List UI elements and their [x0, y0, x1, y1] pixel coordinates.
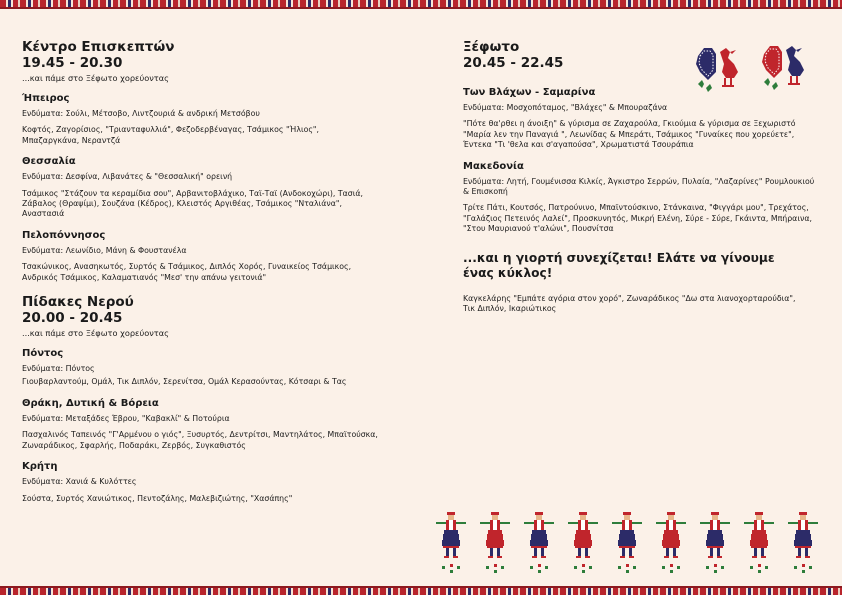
costumes-line: Ενδύματα: Λητή, Γουμένισσα Κιλκίς, Άγκιστρο Σερρών, Πυλαία, "Λαζαρίνες" Ρουμλουκιού	[463, 176, 815, 186]
dances-line: Μπαζαργκάνα, Νεραντζά	[22, 135, 121, 145]
venue-time-clearing: 20.45 - 22.45	[463, 55, 564, 71]
costumes-thessaly: Ενδύματα: Δεσφίνα, Λιβανάτες & "Θεσσαλική" ορεινή	[22, 172, 233, 182]
dances-line: Ζωναράδικος, Σφαρλής, Ποδαράκι, Ζερβός, Συγκαθιστός	[22, 440, 246, 450]
bird-body	[720, 48, 738, 86]
dances-line: Ανδρικός Τσάμικος, Καλαματιανός "Μεσ' την απάνω γειτονιά"	[22, 272, 267, 282]
bird-leaves	[698, 80, 712, 92]
dances-line: "Πότε θα'ρθει η άνοιξη" & γύρισμα σε Ζαχαρούλα, Γκιούμια & γύρισμα σε Ξεχωριστό	[463, 119, 796, 129]
region-heading-epirus: Ήπειρος	[22, 93, 70, 104]
region-heading-vlachs: Των Βλάχων - Σαμαρίνα	[463, 87, 596, 98]
cross-stitch-dancer-icon	[524, 512, 554, 573]
costumes-epirus: Ενδύματα: Σούλι, Μέτσοβο, Λιντζουριά & ανδρική Μετσόβου	[22, 109, 260, 118]
dances-epirus	[22, 125, 402, 146]
callout-line: ένας κύκλος!	[463, 266, 553, 281]
region-heading-thrace: Θράκη, Δυτική & Βόρεια	[22, 397, 159, 409]
closing-callout	[463, 251, 823, 282]
dances-crete	[22, 494, 402, 504]
dances-line: Κοφτός, Ζαγορίσιος, "Τριανταφυλλιά", Φεζοδερβέναγας, Τσάμικος "Ήλιος",	[22, 125, 320, 135]
dances-pontos	[22, 377, 402, 387]
costumes-thrace: Ενδύματα: Μεταξάδες Έβρου, "Καβακλί" & Ποτούρια	[22, 413, 230, 423]
dances-thessaly	[22, 189, 402, 220]
cross-stitch-dancer-icon	[480, 512, 510, 573]
cross-stitch-bird-icon	[694, 42, 742, 98]
dances-line: Τικ Διπλόν, Ικαριώτικος	[463, 304, 557, 314]
costumes-pontos: Ενδύματα: Πόντος	[22, 364, 95, 374]
dances-line: Σούστα, Συρτός Χανιώτικος, Πεντοζάλης, Μαλεβιζιώτης, "Χασάπης"	[22, 493, 293, 503]
cross-stitch-dancer-icon	[612, 512, 642, 573]
dances-line: Γιουβαρλαντούμ, Ομάλ, Τικ Διπλόν, Σερενίτσα, Ομάλ Κερασούντας, Κότσαρι & Τας	[22, 377, 347, 387]
dances-line: Πασχαλινός Ταπεινός "Γ'Αρμένου ο γιός", Ξυσυρτός, Δεντρίτσι, Μαντηλάτος, Μπαϊτούσκα,	[22, 430, 378, 440]
region-heading-pontos: Πόντος	[22, 348, 64, 360]
dances-line: Αναστασιά	[22, 209, 65, 219]
dances-line: Καγκελάρης "Εμπάτε αγόρια στον χορό", Ζωναράδικος "Δω στα λιανοχορταρούδια",	[463, 293, 796, 303]
dances-line: "Στου Μαυριανού τ'αλώνι", Πουσνίτσα	[463, 224, 614, 234]
region-heading-thessaly: Θεσσαλία	[22, 156, 76, 168]
costumes-line: & Επισκοπή	[463, 187, 508, 197]
region-heading-macedonia: Μακεδονία	[463, 160, 524, 172]
bird-body	[786, 46, 804, 84]
cross-stitch-dancer-icon	[788, 512, 818, 573]
costumes-crete: Ενδύματα: Χανιά & Κυλόττες	[22, 477, 137, 487]
dances-line: Τρίτε Πάτι, Κουτσός, Πατρούνινο, Μπαϊντούσκινο, Στάνκαινα, "Φιγγάρι μου", Τρεχάτος,	[463, 203, 809, 213]
venue-intro-water-fountains: ...και πάμε στο Ξέφωτο χορεύοντας	[22, 328, 169, 339]
region-heading-crete: Κρήτη	[22, 461, 58, 473]
dances-finale	[463, 294, 823, 315]
cross-stitch-dancer-icon	[568, 512, 598, 573]
venue-title-water-fountains: Πίδακες Νερού	[22, 294, 134, 311]
cross-stitch-dancer-icon	[656, 512, 686, 573]
dances-line: "Γαλάζιος Πετεινός Λαλεί", Προσκυνητός, Μικρή Ελένη, Σύρε - Σύρε, Γκάιντα, Μπήραινα,	[463, 213, 812, 223]
dances-line: Ζάβαλος (Θραψίμι), Σουζάνα (Κέδρος), Κλειστός Αργιθέας, Τσάμικος "Νταλιάνα",	[22, 199, 342, 209]
cross-stitch-dancer-icon	[436, 512, 466, 573]
callout-line: ...και η γιορτή συνεχίζεται! Ελάτε να γίνουμε	[463, 250, 775, 265]
dances-peloponnese	[22, 262, 402, 283]
embroidered-border-top	[0, 0, 842, 9]
region-heading-peloponnese: Πελοπόννησος	[22, 229, 106, 241]
dances-macedonia	[463, 203, 823, 234]
dances-line: Τσακώνικος, Ανασηκωτός, Συρτός & Τσάμικος, Διπλός Χορός, Γυναικείος Τσάμικος,	[22, 262, 352, 272]
venue-time-water-fountains: 20.00 - 20.45	[22, 310, 123, 327]
embroidered-border-bottom	[0, 586, 842, 595]
cross-stitch-bird-icon	[760, 40, 808, 96]
dances-vlachs	[463, 119, 823, 150]
dances-line: "Μαρία λεν την Παναγιά ", Λεωνίδας & Μπεράτι, Τσάμικος "Γυναίκες που χορεύετε",	[463, 129, 795, 139]
venue-title-clearing: Ξέφωτο	[463, 39, 520, 55]
costumes-macedonia	[463, 177, 823, 198]
dances-thrace	[22, 430, 402, 451]
bird-heart	[762, 46, 782, 78]
bird-leaves	[764, 78, 778, 90]
dances-line: Έντεκα "Τι 'θελα και σ'αγαπούσα", Χρωματιστά Τσουράπια	[463, 140, 694, 150]
bird-heart	[696, 48, 716, 80]
left-column	[22, 40, 402, 510]
dancers-row	[434, 510, 834, 582]
costumes-vlachs: Ενδύματα: Μοσχοπόταμος, "Βλάχες" & Μπουραζάνα	[463, 103, 668, 112]
venue-title-visitor-center: Κέντρο Επισκεπτών	[22, 39, 175, 55]
cross-stitch-dancer-icon	[744, 512, 774, 573]
dances-line: Τσάμικος "Στάζουν τα κεραμίδια σου", Αρβανιτοβλάχικο, Ταϊ-Ταϊ (Ανδοκοχώρι), Τασιά,	[22, 188, 363, 198]
venue-intro-visitor-center: ...και πάμε στο Ξέφωτο χορεύοντας	[22, 73, 169, 83]
costumes-peloponnese: Ενδύματα: Λεωνίδιο, Μάνη & Φουστανέλα	[22, 245, 187, 255]
cross-stitch-dancer-icon	[700, 512, 730, 573]
venue-time-visitor-center: 19.45 - 20.30	[22, 55, 123, 71]
